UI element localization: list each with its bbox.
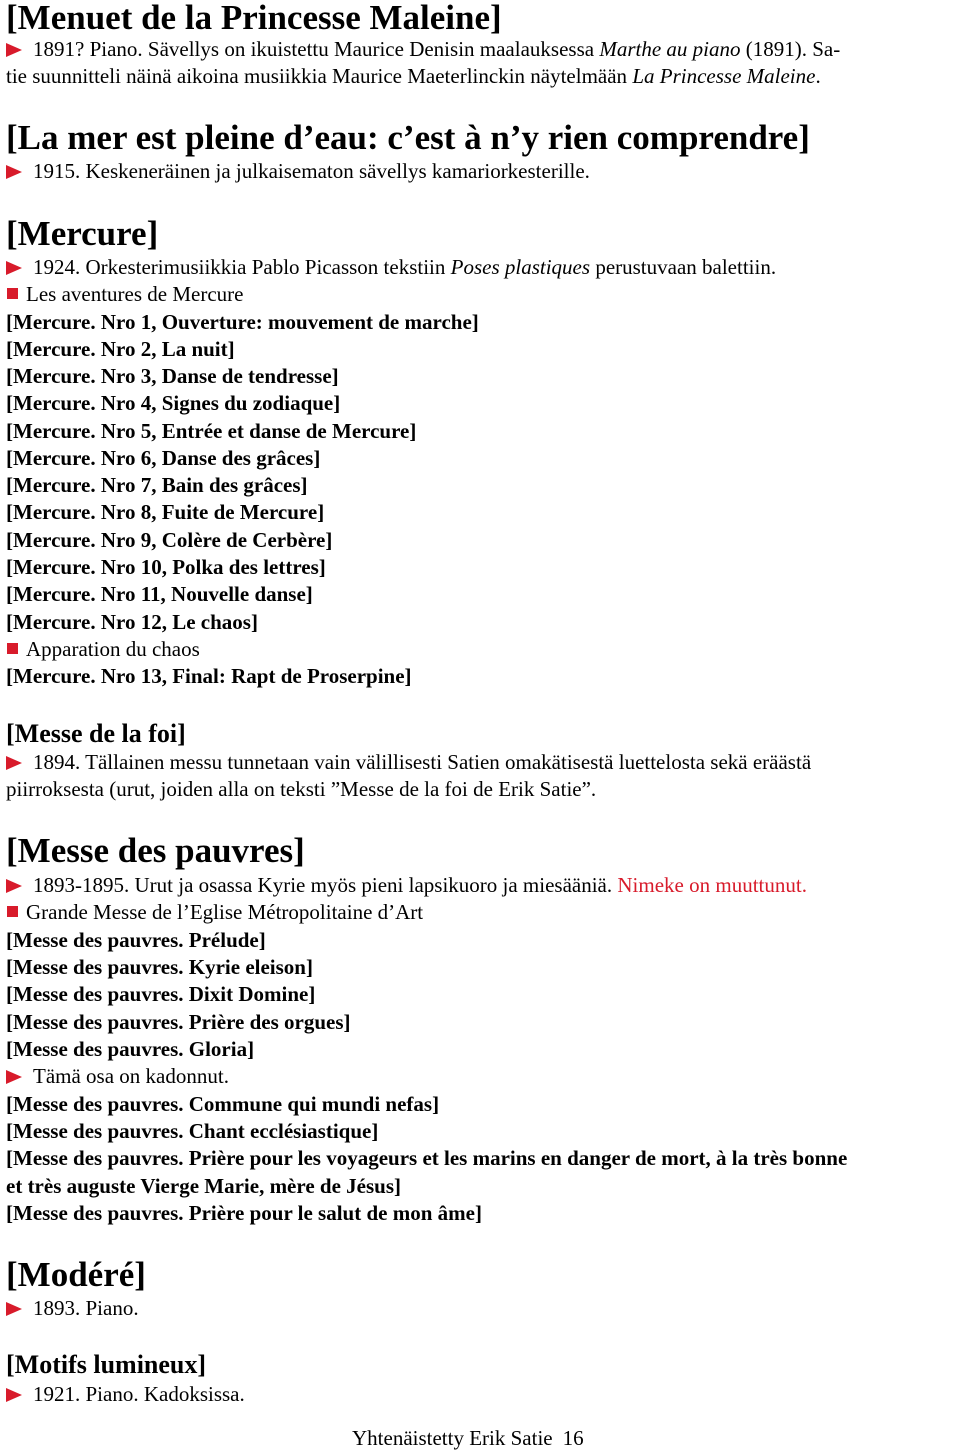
desc-menuet-line2: tie suunnitteli näinä aikoina musiikkia Maurice Maeterlinckin näytelmään La Princesse Maleine.	[6, 64, 821, 88]
heading-mercure: [Mercure]	[6, 214, 159, 253]
mass-part-item: [Messe des pauvres. Prière pour le salut de mon âme]	[6, 1201, 482, 1225]
heading-modere: [Modéré]	[6, 1255, 146, 1294]
movement-item: [Mercure. Nro 10, Polka des lettres]	[6, 555, 326, 579]
desc-mercure: 1924. Orkesterimusiikkia Pablo Picasson tekstiin Poses plastiques perustuvaan balettiin.	[6, 254, 776, 280]
triangle-bullet-icon	[6, 1388, 22, 1402]
triangle-bullet-icon	[6, 1302, 22, 1316]
heading-messe-pauvres: [Messe des pauvres]	[6, 831, 305, 870]
triangle-bullet-icon	[6, 756, 22, 770]
desc-la-mer: 1915. Keskeneräinen ja julkaisematon sävellys kamariorkesterille.	[6, 158, 590, 184]
movement-item: [Mercure. Nro 3, Danse de tendresse]	[6, 364, 339, 388]
movement-item: [Mercure. Nro 13, Final: Rapt de Proserpine]	[6, 664, 412, 688]
alt-title-messe-pauvres: Grande Messe de l’Eglise Métropolitaine d’Art	[6, 899, 423, 925]
alt-title-mercure-2: Apparation du chaos	[6, 636, 200, 662]
square-bullet-icon	[7, 906, 18, 917]
desc-menuet-line1: 1891? Piano. Sävellys on ikuistettu Maurice Denisin maalauksessa Marthe au piano (1891). Sa-	[6, 36, 840, 62]
triangle-bullet-icon	[6, 165, 22, 179]
heading-motifs: [Motifs lumineux]	[6, 1350, 207, 1379]
triangle-bullet-icon	[6, 43, 22, 57]
mass-part-item: [Messe des pauvres. Dixit Domine]	[6, 982, 316, 1006]
triangle-bullet-icon	[6, 261, 22, 275]
lost-part-note: Tämä osa on kadonnut.	[6, 1063, 229, 1089]
desc-messe-foi-line1: 1894. Tällainen messu tunnetaan vain välillisesti Satien omakätisestä luettelosta sekä eräästä	[6, 749, 811, 775]
movement-item: [Mercure. Nro 1, Ouverture: mouvement de marche]	[6, 310, 479, 334]
desc-messe-foi-line2: piirroksesta (urut, joiden alla on teksti ”Messe de la foi de Erik Satie”.	[6, 777, 597, 801]
mass-part-item: [Messe des pauvres. Gloria]	[6, 1037, 255, 1061]
footer-text: Yhtenäistetty Erik Satie	[352, 1426, 553, 1450]
mass-part-item-long-line2: et très auguste Vierge Marie, mère de Jésus]	[6, 1174, 401, 1198]
triangle-bullet-icon	[6, 879, 22, 893]
movement-item: [Mercure. Nro 9, Colère de Cerbère]	[6, 528, 333, 552]
movement-item: [Mercure. Nro 11, Nouvelle danse]	[6, 582, 313, 606]
movement-item: [Mercure. Nro 6, Danse des grâces]	[6, 446, 321, 470]
mass-part-item-long-line1: [Messe des pauvres. Prière pour les voyageurs et les marins en danger de mort, à la très bonne	[6, 1146, 848, 1170]
movement-item: [Mercure. Nro 5, Entrée et danse de Mercure]	[6, 419, 417, 443]
movement-item: [Mercure. Nro 2, La nuit]	[6, 337, 235, 361]
mass-part-item: [Messe des pauvres. Kyrie eleison]	[6, 955, 313, 979]
desc-motifs: 1921. Piano. Kadoksissa.	[6, 1381, 245, 1407]
desc-messe-pauvres: 1893-1895. Urut ja osassa Kyrie myös pieni lapsikuoro ja miesääniä. Nimeke on muuttunut.	[6, 872, 807, 898]
mass-part-item: [Messe des pauvres. Prière des orgues]	[6, 1010, 351, 1034]
page-number: 16	[562, 1426, 584, 1450]
square-bullet-icon	[7, 643, 18, 654]
square-bullet-icon	[7, 288, 18, 299]
page-footer	[352, 1425, 584, 1451]
mass-part-item: [Messe des pauvres. Prélude]	[6, 928, 266, 952]
movement-item: [Mercure. Nro 12, Le chaos]	[6, 610, 258, 634]
desc-modere: 1893. Piano.	[6, 1295, 139, 1321]
mass-part-item: [Messe des pauvres. Commune qui mundi nefas]	[6, 1092, 440, 1116]
title-changed-note: Nimeke on muuttunut.	[617, 873, 807, 897]
heading-menuet: [Menuet de la Princesse Maleine]	[6, 0, 502, 37]
heading-la-mer: [La mer est pleine d’eau: c’est à n’y rien comprendre]	[6, 118, 810, 157]
movement-item: [Mercure. Nro 8, Fuite de Mercure]	[6, 500, 325, 524]
heading-messe-foi: [Messe de la foi]	[6, 719, 186, 748]
movement-item: [Mercure. Nro 4, Signes du zodiaque]	[6, 391, 341, 415]
movement-item: [Mercure. Nro 7, Bain des grâces]	[6, 473, 308, 497]
triangle-bullet-icon	[6, 1070, 22, 1084]
alt-title-mercure: Les aventures de Mercure	[6, 281, 243, 307]
mass-part-item: [Messe des pauvres. Chant ecclésiastique]	[6, 1119, 379, 1143]
